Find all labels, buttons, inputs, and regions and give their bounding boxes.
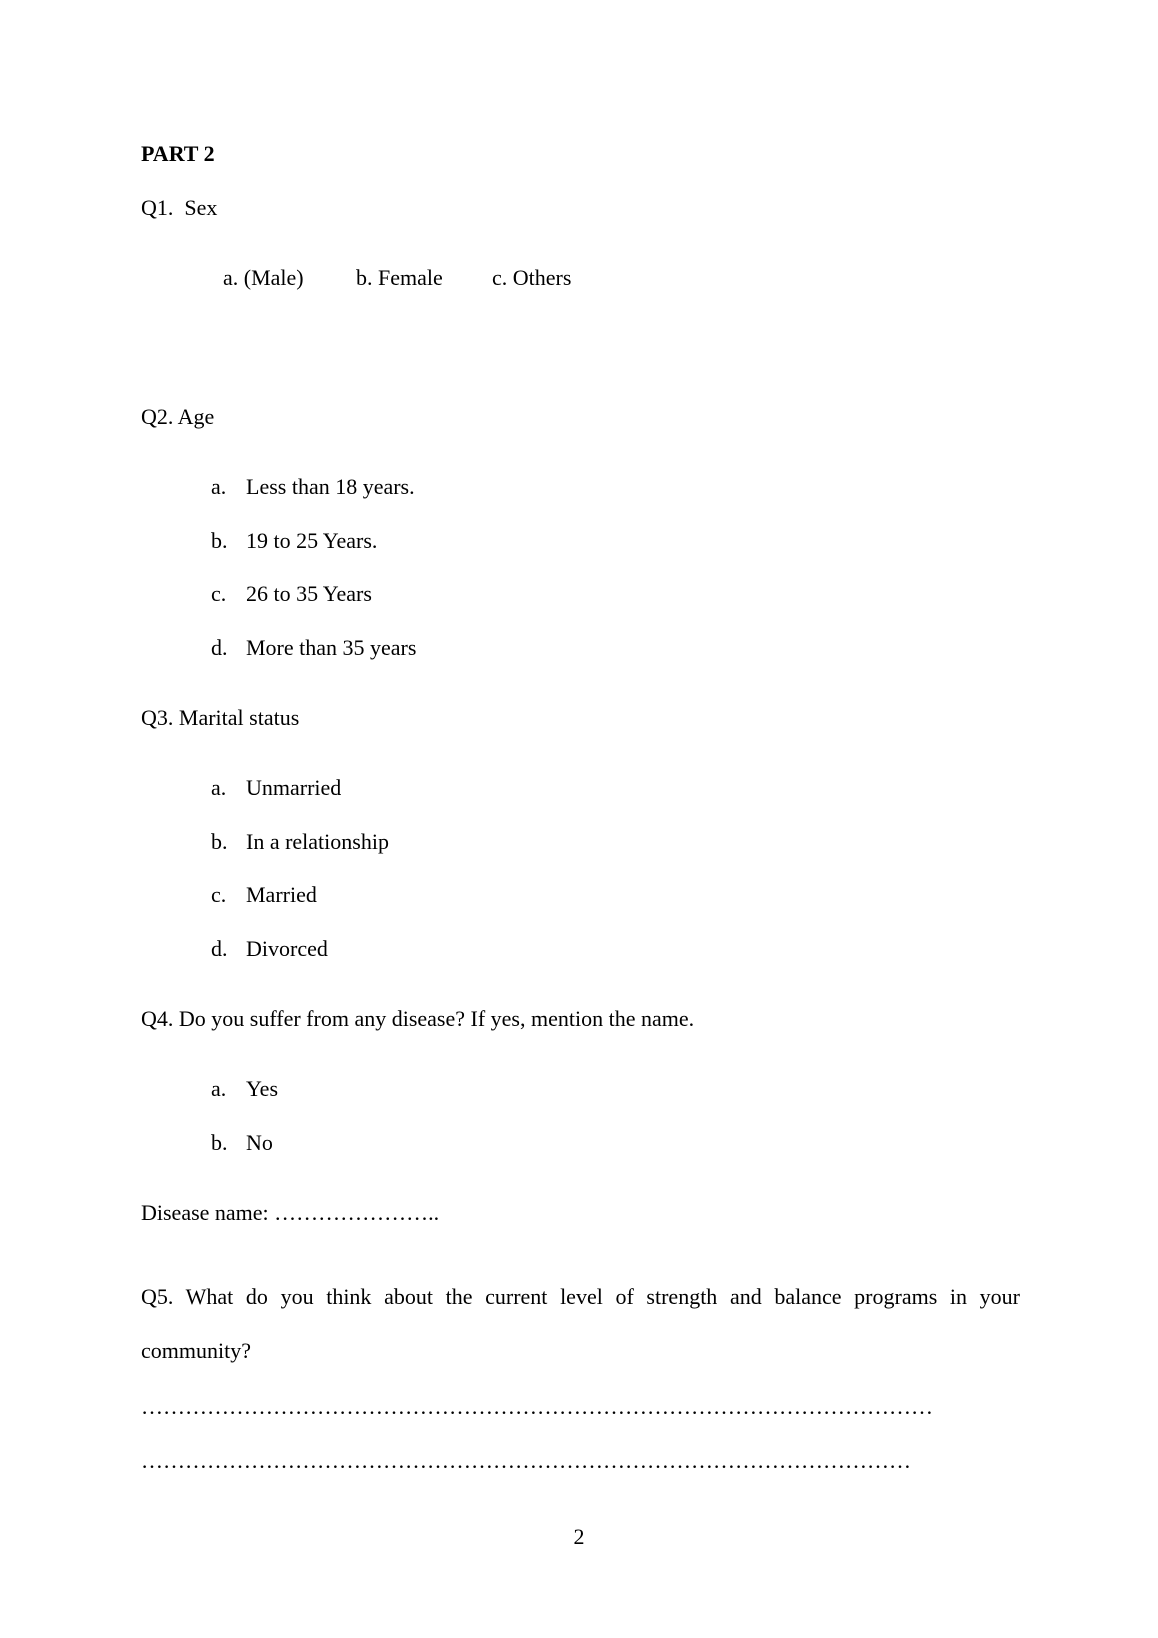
page-number: 2	[573, 1524, 585, 1549]
q3-option-letter: d.	[211, 936, 228, 961]
q1-option-female: b. Female	[356, 265, 443, 290]
q1-option-male: a. (Male)	[223, 265, 304, 290]
q1-option-others: c. Others	[492, 265, 572, 290]
q5-label: Q5. What do you think about the current level of strength and balance programs in your community?	[141, 1284, 1020, 1363]
q1-label: Q1. Sex	[141, 195, 218, 220]
q2-option-text: More than 35 years	[246, 635, 417, 660]
q2-option-letter: d.	[211, 635, 228, 660]
q4-option-text: No	[246, 1130, 273, 1155]
q3-option-letter: c.	[211, 882, 227, 907]
q2-option-letter: a.	[211, 474, 227, 499]
q2-option-text: 26 to 35 Years	[246, 581, 372, 606]
q5-answer-line-2[interactable]: ……………………………………………………………………………………………	[141, 1448, 911, 1473]
q3-option-letter: a.	[211, 775, 227, 800]
disease-name-input[interactable]: …………………..	[274, 1200, 440, 1225]
q2-option-letter: c.	[211, 581, 227, 606]
q2-option-text: Less than 18 years.	[246, 474, 415, 499]
q4-option-letter: a.	[211, 1076, 227, 1101]
disease-name-label: Disease name:	[141, 1200, 275, 1225]
q2-label: Q2. Age	[141, 404, 215, 429]
q4-option-text: Yes	[246, 1076, 279, 1101]
q2-option-letter: b.	[211, 528, 228, 553]
disease-name-line	[141, 1202, 439, 1224]
q5-answer-line-1[interactable]: ………………………………………………………………………………………………	[141, 1394, 933, 1419]
part-title: PART 2	[141, 141, 215, 166]
q3-option-text: Unmarried	[246, 775, 342, 800]
q3-option-text: Divorced	[246, 936, 328, 961]
q3-option-letter: b.	[211, 829, 228, 854]
q4-label: Q4. Do you suffer from any disease? If yes, mention the name.	[141, 1006, 695, 1031]
q3-option-text: Married	[246, 882, 317, 907]
q3-option-text: In a relationship	[246, 829, 389, 854]
q3-label: Q3. Marital status	[141, 705, 300, 730]
q2-option-text: 19 to 25 Years.	[246, 528, 378, 553]
q4-option-letter: b.	[211, 1130, 228, 1155]
